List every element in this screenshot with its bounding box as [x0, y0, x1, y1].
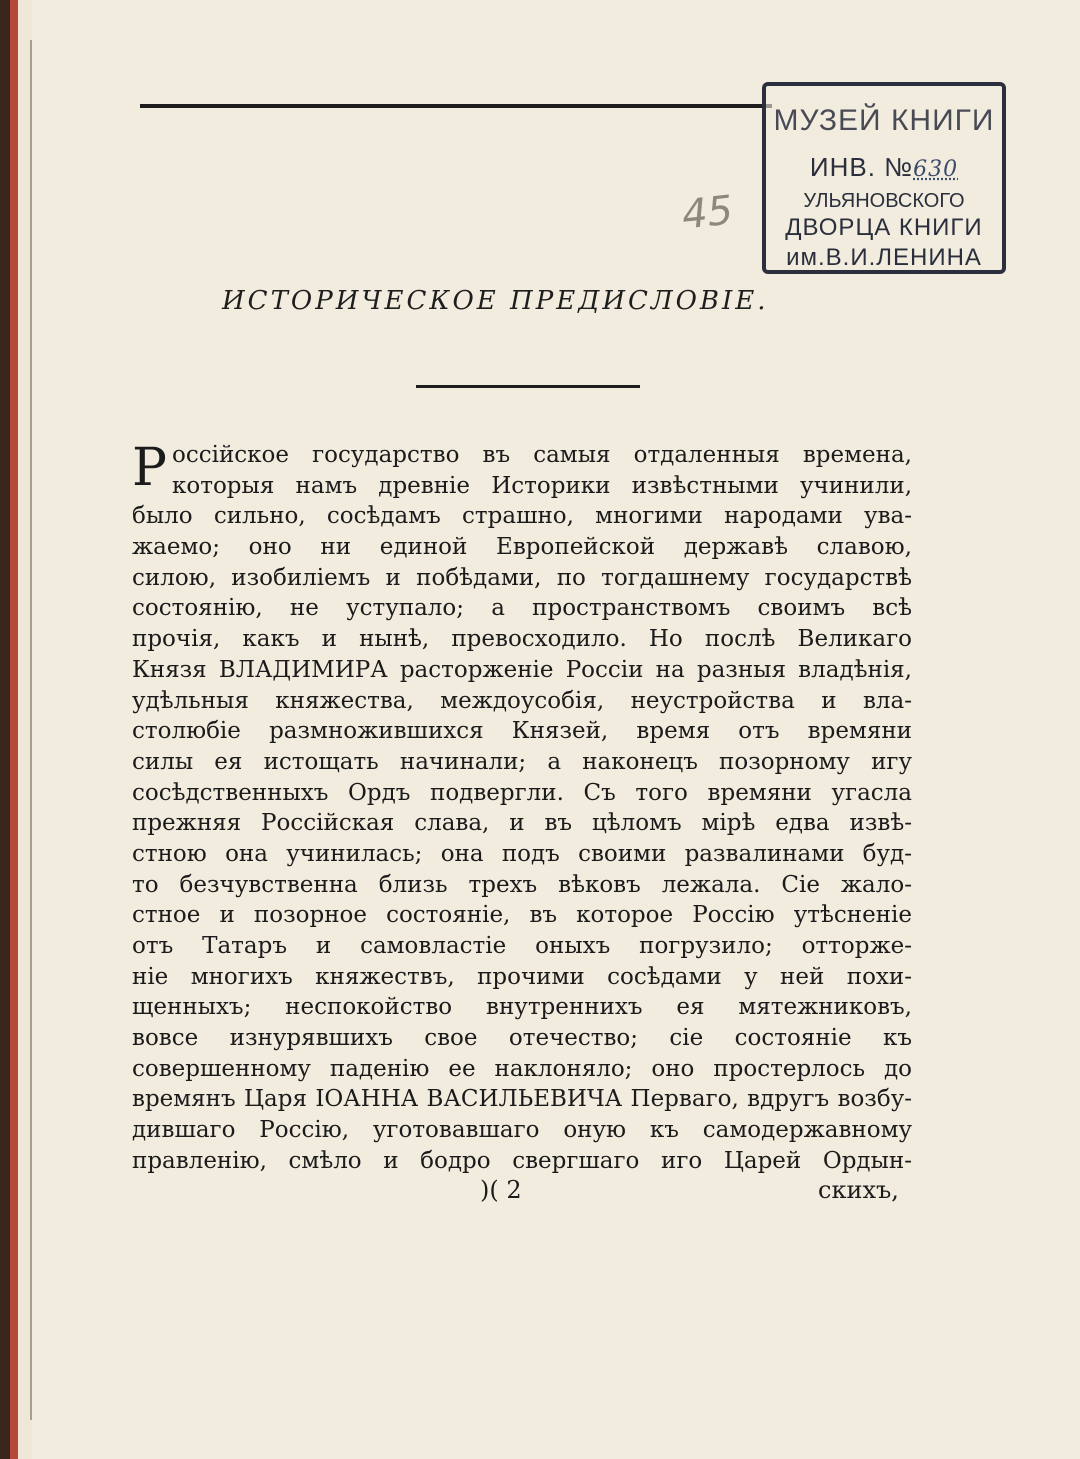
page-gutter: [30, 40, 32, 1420]
stamp-line-4: ДВОРЦА КНИГИ: [785, 214, 983, 241]
text-line: то безчувственна близь трехъ вѣковъ лежала. Сіе жало-: [132, 871, 912, 898]
text-line: было сильно, сосѣдамъ страшно, многими народами ува-: [132, 503, 912, 530]
text-line: стное и позорное состояніе, въ которое Россію утѣсненіе: [132, 902, 912, 929]
text-line: сосѣдственныхъ Ордъ подвергли. Съ того времяни угасла: [132, 779, 912, 806]
text-line: жаемо; оно ни единой Европейской державѣ славою,: [132, 534, 912, 561]
text-line: состоянію, не уступало; а пространствомъ своимъ всѣ: [132, 595, 912, 622]
signature-mark: )( 2: [480, 1176, 522, 1204]
text-line: оссійское государство въ самыя отдаленныя времена,: [172, 442, 912, 468]
text-line: правленію, смѣло и бодро свергшаго иго Царей Ордын-: [132, 1147, 912, 1174]
text-line: совершенному паденію ее наклоняло; оно простерлось до: [132, 1055, 912, 1082]
stamp-line-2: [766, 152, 1002, 183]
header-rule: [140, 104, 772, 108]
pencil-shelf-mark: 45: [679, 187, 736, 239]
text-line: дившаго Россію, уготовавшаго оную къ самодержавному: [132, 1117, 912, 1144]
drop-cap: Р: [132, 438, 167, 498]
text-line: столюбіе размножившихся Князей, время отъ времяни: [132, 718, 912, 745]
catchword: скихъ,: [818, 1176, 899, 1204]
text-line: силы ея истощать начинали; а наконецъ позорному игу: [132, 748, 912, 775]
stamp-inventory-number: 630: [913, 157, 959, 182]
text-line: отъ Татаръ и самовластіе оныхъ погрузило; отторже-: [132, 933, 912, 959]
stamp-line-1: МУЗЕЙ КНИГИ: [773, 104, 995, 137]
text-line: ніе многихъ княжествъ, прочими сосѣдами у ней похи-: [132, 963, 912, 990]
heading-divider: [416, 385, 640, 388]
stamp-inventory-label: ИНВ. №: [809, 152, 914, 182]
text-line: которыя намъ древніе Историки извѣстными учинили,: [172, 472, 912, 499]
page-heading: ИСТОРИЧЕСКОЕ ПРЕДИСЛОВІЕ.: [222, 286, 769, 316]
text-line: силою, изобиліемъ и побѣдами, по тогдашнему государствѣ: [132, 564, 912, 591]
library-stamp: [762, 82, 1006, 274]
stamp-line-5: им.В.И.ЛЕНИНА: [786, 244, 982, 271]
text-line: щенныхъ; неспокойство внутреннихъ ея мятежниковъ,: [132, 994, 912, 1021]
stamp-line-3: УЛЬЯНОВСКОГО: [803, 190, 965, 212]
text-line: Князя ВЛАДИМИРА расторженіе Россіи на разныя владѣнія,: [132, 656, 912, 683]
text-line: прочія, какъ и нынѣ, превосходило. Но послѣ Великаго: [132, 626, 912, 653]
text-line: прежняя Россійская слава, и въ цѣломъ мірѣ едва извѣ-: [132, 810, 912, 837]
book-spine-edge: [0, 0, 10, 1459]
text-line: удѣльныя княжества, междоусобія, неустройства и вла-: [132, 687, 912, 714]
binding-red-edge: [10, 0, 18, 1459]
body-text: [132, 440, 912, 1177]
text-line: времянъ Царя ІОАННА ВАСИЛЬЕВИЧА Перваго, вдругъ возбу-: [132, 1086, 912, 1113]
text-line: стною она учинилась; она подъ своими развалинами буд-: [132, 840, 912, 867]
text-line: вовсе изнурявшихъ свое отечество; сіе состояніе къ: [132, 1025, 912, 1052]
body-lines: [132, 440, 912, 1177]
